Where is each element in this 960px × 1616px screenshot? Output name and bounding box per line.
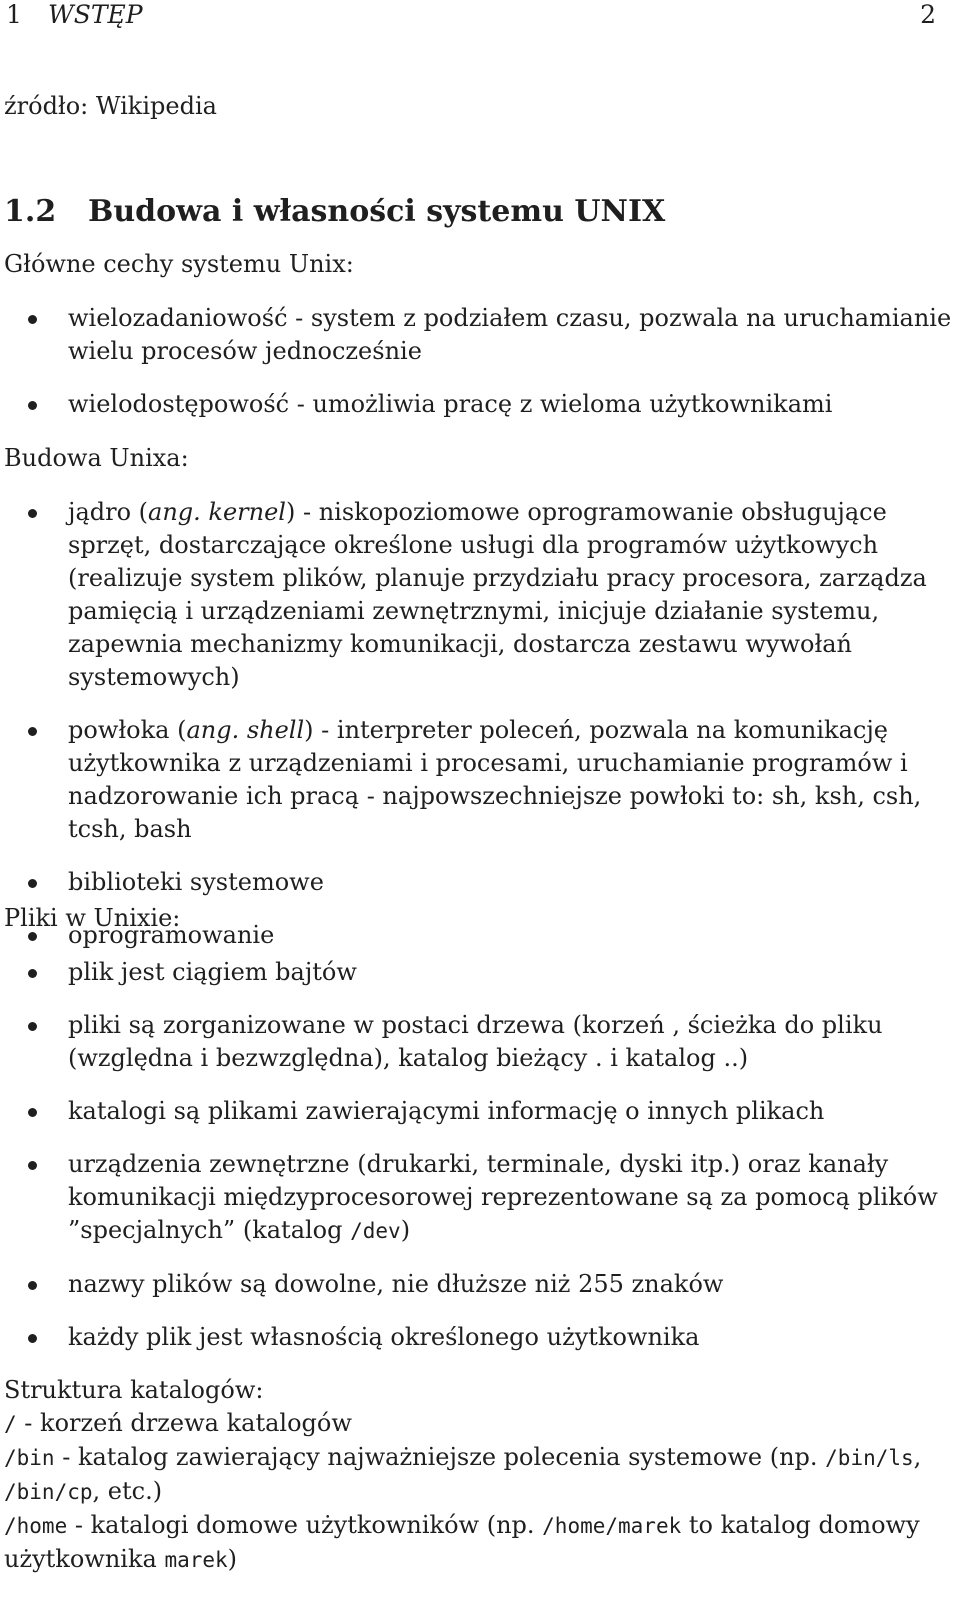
list-item-shell: powłoka (ang. shell) - interpreter poleceń, pozwala na komunikację użytkownika z urządzeniami i procesami, uruchamianie programów i nadzorowanie ich pracą - najpowszechniejsze powłoki to: sh, ksh, csh, tcsh, bash [0, 714, 952, 846]
directories-intro: Struktura katalogów: [4, 1376, 264, 1404]
files-list [0, 956, 952, 1354]
list-item-kernel: jądro (ang. kernel) - niskopoziomowe oprogramowanie obsługujące sprzęt, dostarczające określone usługi dla programów użytkowych (realizuje system plików, planuje przydziału pracy procesora, zarządza pamięcią i urządzeniami zewnętrznymi, inicjuje działanie systemu, zapewnia mechanizmy komunikacji, dostarcza zestawu wywołań systemowych) [0, 496, 952, 694]
source-note: źródło: Wikipedia [4, 92, 217, 120]
files-intro: Pliki w Unixie: [4, 904, 181, 932]
list-item: nazwy plików są dowolne, nie dłuższe niż 255 znaków [0, 1268, 952, 1301]
features-list [0, 302, 952, 421]
code-bin: /bin [4, 1446, 55, 1470]
structure-intro: Budowa Unixa: [4, 444, 189, 472]
list-item: katalogi są plikami zawierającymi informację o innych plikach [0, 1095, 952, 1128]
code-home: /home [4, 1514, 68, 1538]
code-root: / [4, 1412, 17, 1436]
list-item: wielozadaniowość - system z podziałem czasu, pozwala na uruchamianie wielu procesów jednocześnie [0, 302, 952, 368]
list-item: wielodostępowość - umożliwia pracę z wieloma użytkownikami [0, 388, 952, 421]
list-item: biblioteki systemowe [0, 866, 952, 899]
section-number: 1.2 [4, 194, 57, 229]
code-user-marek: marek [164, 1548, 228, 1572]
list-item-devices: urządzenia zewnętrzne (drukarki, terminale, dyski itp.) oraz kanały komunikacji międzyprocesorowej reprezentowane są za pomocą plików ”specjalnych” (katalog /dev) [0, 1148, 952, 1248]
running-header [6, 0, 936, 34]
section-title: Budowa i własności systemu UNIX [88, 194, 666, 229]
code-dev: /dev [350, 1219, 401, 1243]
code-home-marek: /home/marek [542, 1514, 682, 1538]
page-number: 2 [920, 0, 936, 29]
list-item: oprogramowanie [0, 919, 952, 952]
directory-structure [4, 1374, 952, 1577]
list-item: każdy plik jest własnością określonego użytkownika [0, 1321, 952, 1354]
chapter-number: 1 [6, 0, 22, 29]
code-bin-ls: /bin/ls [825, 1446, 914, 1470]
list-item: plik jest ciągiem bajtów [0, 956, 952, 989]
dir-home: /home - katalogi domowe użytkowników (np. /home/marek to katalog domowy użytkownika marek) [4, 1511, 920, 1573]
dir-root: / - korzeń drzewa katalogów [4, 1409, 352, 1437]
chapter-title: WSTĘP [48, 0, 143, 29]
section-heading [4, 192, 665, 232]
ang-term: ang. shell [186, 716, 305, 744]
code-bin-cp: /bin/cp [4, 1480, 93, 1504]
dir-bin: /bin - katalog zawierający najważniejsze polecenia systemowe (np. /bin/ls, /bin/cp, etc.) [4, 1443, 922, 1505]
list-item: pliki są zorganizowane w postaci drzewa (korzeń , ścieżka do pliku (względna i bezwzględna), katalog bieżący . i katalog ..) [0, 1009, 952, 1075]
structure-list [0, 496, 952, 952]
features-intro: Główne cechy systemu Unix: [4, 250, 354, 278]
ang-term: ang. kernel [148, 498, 286, 526]
